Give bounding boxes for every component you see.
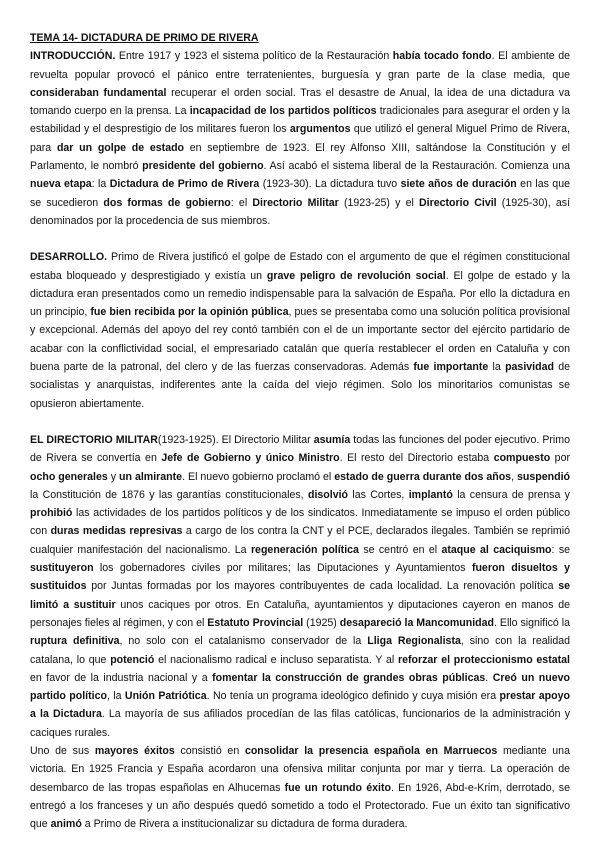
text-run: . La mayoría de sus afiliados procedían de las filas católicas, funcionarios de la administración y caciques rurales. xyxy=(30,708,570,739)
bold-text-run: dar un golpe de estado xyxy=(56,141,185,154)
bold-text-run: dos formas de gobierno xyxy=(103,196,231,209)
text-run: el nacionalismo radical e incluso separatista. Y al xyxy=(154,653,398,666)
bold-text-run: presidente del gobierno xyxy=(142,160,264,173)
text-run: en septiembre de 1923. El rey Alfonso XIII, saltándose la Constitución y el Parlamento, le nombró xyxy=(30,141,570,173)
section-introduccion xyxy=(30,47,570,230)
bold-text-run: fueron disueltos y sustituidos xyxy=(30,562,570,593)
text-run: (1923-30). La dictadura tuvo xyxy=(259,178,401,191)
bold-text-run: duras medidas represivas xyxy=(50,525,183,538)
text-run: a Primo de Rivera a institucionalizar su dictadura de forma duradera. xyxy=(81,818,408,831)
text-run: tradicionales para asegurar el orden y la estabilidad y el desprestigio de los militares fueron los xyxy=(30,105,570,136)
text-run: recuperar el orden social. Tras el desastre de Anual, la idea de una dictadura va tomando cuerpo en la prensa. La xyxy=(30,86,570,118)
bold-text-run: potenció xyxy=(110,653,155,666)
bold-text-run: fue un rotundo éxito xyxy=(284,781,391,794)
text-run: por Juntas formadas por los mayores contribuyentes de cada localidad. La renovación política xyxy=(86,580,559,593)
bold-text-run: incapacidad de los partidos políticos xyxy=(189,105,377,118)
text-run: . El ambiente de revuelta popular provocó el pánico entre terratenientes, burguesía y gran parte de la clase media, que xyxy=(30,50,570,81)
bold-text-run: regeneración política xyxy=(250,543,359,556)
text-run: por xyxy=(550,452,570,465)
bold-text-run: nueva etapa xyxy=(30,178,92,191)
bold-text-run: ataque al caciquismo xyxy=(441,543,552,556)
bold-text-run: ocho generales xyxy=(30,470,108,483)
bold-text-run: Directorio Civil xyxy=(419,196,497,209)
bold-text-run: Estatuto Provincial xyxy=(207,616,304,629)
bold-text-run: un almirante xyxy=(119,470,183,483)
text-run: en las que se sucedieron xyxy=(30,178,570,209)
bold-text-run: implantó xyxy=(408,488,453,501)
text-run: . No tenía un programa ideológico definido y cuya misión era xyxy=(206,690,500,703)
text-run: Primo de Rivera justificó el golpe de Estado con el argumento de que el régimen constitucional estaba bloqueado y desprestigiado y existía un xyxy=(30,251,570,282)
bold-text-run: disolvió xyxy=(307,488,348,501)
bold-text-run: ruptura definitiva xyxy=(30,635,120,648)
bold-text-run: reforzar el proteccionismo estatal xyxy=(397,653,570,666)
text-run: Uno de sus xyxy=(30,744,95,757)
text-run: las Cortes, xyxy=(348,488,409,501)
text-run: (1925-30), así denominados por la procedencia de sus miembros. xyxy=(30,196,571,227)
bold-text-run: consolidar la presencia española en Marruecos xyxy=(244,744,498,757)
text-run: (1923-1925). El Directorio Militar xyxy=(157,433,314,446)
text-run: . Ello significó la xyxy=(494,616,570,629)
bold-text-run: sustituyeron xyxy=(30,562,94,575)
section-directorio-militar xyxy=(30,431,570,742)
bold-text-run: siete años de duración xyxy=(400,178,517,191)
bold-text-run: animó xyxy=(50,818,82,831)
text-run: se centró en el xyxy=(358,543,442,556)
text-run: mediante una victoria. En 1925 Francia y España acordaron una ofensiva militar conjunta por mar y tierra. La operación de desembarco de las tropas españolas en Alhucemas xyxy=(30,744,570,794)
paragraph-gap xyxy=(30,230,570,248)
text-run: , pues se presentaba como una solución política provisional y excepcional. Además del apoyo del rey contó también con el de un importante sector del ejército partidario de acabar con la conflictividad social, el empresariado catalán que quería restablecer el orden en Cataluña y con buena parte de la patronal, del clero y de las fuerzas conservadoras. Además xyxy=(30,306,570,374)
text-run: (1925) xyxy=(303,616,340,629)
bold-text-run: INTRODUCCIÓN. xyxy=(30,50,116,63)
bold-text-run: asumía xyxy=(313,433,351,446)
bold-text-run: grave peligro de revolución social xyxy=(266,269,446,282)
document-title: TEMA 14- DICTADURA DE PRIMO DE RIVERA xyxy=(30,32,259,44)
bold-text-run: prohibió xyxy=(30,507,73,520)
text-run: los gobernadores civiles por militares; las Diputaciones y Ayuntamientos xyxy=(93,562,472,575)
text-run: la xyxy=(488,361,506,374)
bold-text-run: pasividad xyxy=(505,361,554,374)
text-run: . En 1926, Abd-e-Krim, derrotado, se entregó a los franceses y un año después quedó sometido a todo el Protectorado. Fue un éxito tan significativo que xyxy=(30,781,570,831)
text-run: unos caciques por otros. En Cataluña, ayuntamientos y diputaciones cayeron en manos de personajes fieles al régimen, y con el xyxy=(30,598,570,629)
text-run: : se xyxy=(551,543,571,556)
bold-text-run: Creó un nuevo partido político xyxy=(30,671,570,703)
bold-text-run: EL DIRECTORIO MILITAR xyxy=(30,433,158,446)
text-run: . El golpe de estado y la dictadura eran presentados como un remedio indispensable para la salvación de España. Por ello la dictadura en un principio, xyxy=(30,269,570,319)
bold-text-run: compuesto xyxy=(493,452,551,465)
text-run: en favor de la industria nacional y a xyxy=(30,671,213,684)
bold-text-run: DESARROLLO. xyxy=(30,251,108,264)
bold-text-run: fomentar la construcción de grandes obras públicas xyxy=(212,671,486,684)
bold-text-run: Unión Patriótica xyxy=(124,690,207,703)
bold-text-run: Jefe de Gobierno y único Ministro xyxy=(161,452,340,465)
bold-text-run: prestar apoyo a la Dictadura xyxy=(30,690,570,721)
bold-text-run: suspendió xyxy=(517,470,570,483)
text-run: , no solo con el catalanismo conservador de la xyxy=(119,635,368,648)
text-run: a cargo de los contra la CNT y el PCE, declarados ilegales. También se reprimió cualquier manifestación del nacionalismo. La xyxy=(30,525,570,556)
text-run: que utilizó el general Miguel Primo de Rivera, para xyxy=(30,123,570,154)
text-run: : el xyxy=(230,196,253,209)
bold-text-run: argumentos xyxy=(289,123,351,136)
bold-text-run: mayores éxitos xyxy=(94,744,175,757)
text-run: . Así acabó el sistema liberal de la Restauración. Comienza una xyxy=(263,160,570,173)
text-run: consistió en xyxy=(174,744,245,757)
bold-text-run: Dictadura de Primo de Rivera xyxy=(109,178,260,191)
bold-text-run: fue importante xyxy=(413,361,489,374)
text-run: de socialistas y anarquistas, indiferentes ante la caída del viejo régimen. Solo los minoritarios comunistas se opusieron abiertamente. xyxy=(30,361,570,410)
bold-text-run: había tocado fondo xyxy=(392,50,492,63)
text-run: (1923-25) y el xyxy=(338,196,420,209)
bold-text-run: consideraban fundamental xyxy=(30,86,167,99)
bold-text-run: se limitó a sustituir xyxy=(30,580,570,611)
text-run: todas las funciones del poder ejecutivo. Primo de Rivera se convertía en xyxy=(30,433,571,465)
bold-text-run: desapareció la Mancomunidad xyxy=(339,616,494,629)
text-run: la censura de prensa y xyxy=(452,488,570,501)
text-run: Entre 1917 y 1923 el sistema político de la Restauración xyxy=(115,50,393,63)
text-run: . xyxy=(485,671,493,684)
text-run: , sino con la realidad catalana, lo que xyxy=(30,635,570,666)
text-run: , xyxy=(511,470,518,483)
section-desarrollo xyxy=(30,248,570,413)
bold-text-run: fue bien recibida por la opinión pública xyxy=(90,306,289,319)
bold-text-run: Directorio Militar xyxy=(252,196,339,209)
section-exitos xyxy=(30,742,570,833)
text-run: las actividades de los partidos políticos y de los sindicatos. Inmediatamente se impuso el orden público con xyxy=(30,507,570,538)
text-run: : la xyxy=(91,178,110,191)
text-run: la Constitución de 1876 y las garantías constitucionales, xyxy=(30,488,308,501)
text-run: . El nuevo gobierno proclamó el xyxy=(182,470,335,483)
text-run: . El resto del Directorio estaba xyxy=(339,452,494,465)
bold-text-run: estado de guerra durante dos años xyxy=(334,470,512,483)
text-run: , la xyxy=(106,690,125,703)
paragraph-gap xyxy=(30,413,570,431)
text-run: y xyxy=(107,470,120,483)
bold-text-run: Lliga Regionalista xyxy=(367,635,461,648)
